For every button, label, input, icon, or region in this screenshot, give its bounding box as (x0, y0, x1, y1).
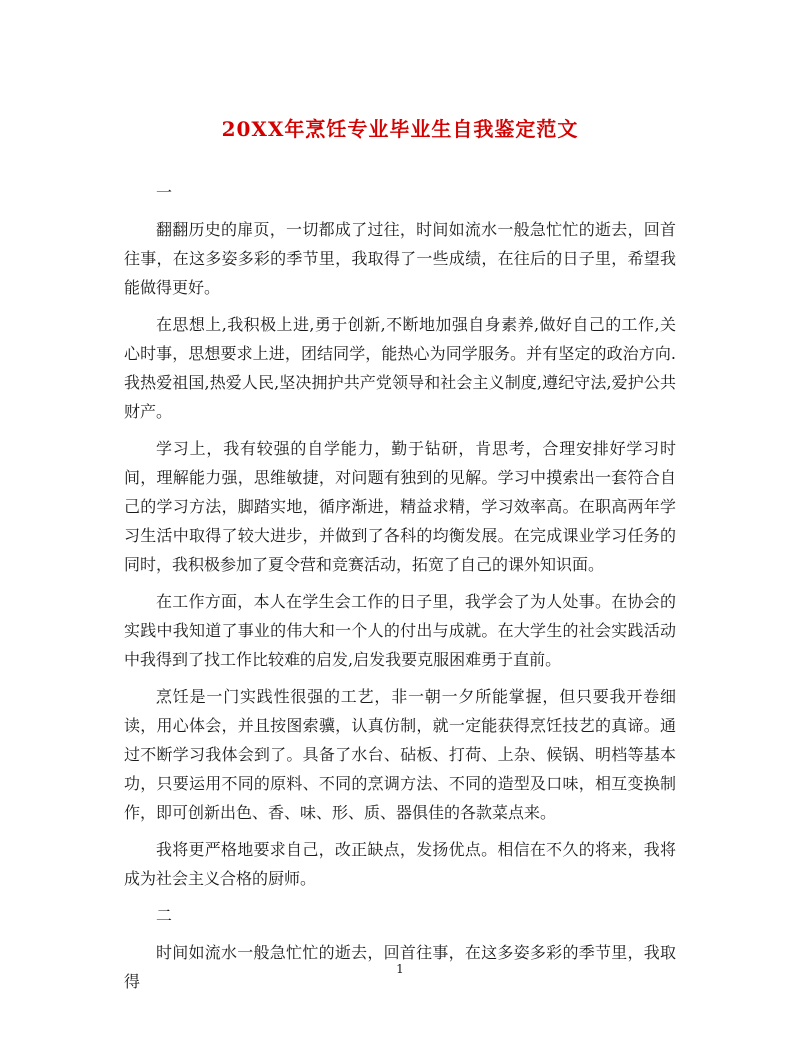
paragraph-conclusion: 我将更严格地要求自己，改正缺点，发扬优点。相信在不久的将来，我将成为社会主义合格的厨师。 (124, 840, 676, 888)
document-title: 20XX年烹饪专业毕业生自我鉴定范文 (221, 117, 579, 141)
section-one-marker: 一 (156, 183, 173, 202)
paragraph-work: 在工作方面，本人在学生会工作的日子里，我学会了为人处事。在协会的实践中我知道了事业的伟大和一个人的付出与成就。在大学生的社会实践活动中我得到了找工作比较难的启发,启发我要克服困难勇于直前。 (124, 592, 676, 669)
paragraph-section-two: 时间如流水一般急忙忙的逝去，回首往事，在这多姿多彩的季节里，我取得 (124, 943, 676, 991)
paragraph-thought: 在思想上,我积极上进,勇于创新,不断地加强自身素养,做好自己的工作,关心时事，思想要求上进，团结同学，能热心为同学服务。并有坚定的政治方向.我热爱祖国,热爱人民,坚决拥护共产党领导和社会主义制度,遵纪守法,爱护公共财产。 (124, 315, 676, 421)
paragraph-study: 学习上，我有较强的自学能力，勤于钻研，肯思考，合理安排好学习时间，理解能力强，思维敏捷，对问题有独到的见解。学习中摸索出一套符合自己的学习方法，脚踏实地，循序渐进，精益求精，学习效率高。在职高两年学习生活中取得了较大进步，并做到了各科的均衡发展。在完成课业学习任务的同时，我积极参加了夏令营和竞赛活动，拓宽了自己的课外知识面。 (124, 439, 676, 574)
section-two-marker: 二 (156, 906, 173, 925)
paragraph-cooking: 烹饪是一门实践性很强的工艺，非一朝一夕所能掌握，但只要我开卷细读，用心体会，并且按图索骥，认真仿制，就一定能获得烹饪技艺的真谛。通过不断学习我体会到了。具备了水台、砧板、打荷、上杂、候锅、明档等基本功，只要运用不同的原料、不同的烹调方法、不同的造型及口味，相互变换制作，即可创新出色、香、味、形、质、器俱佳的各款菜点来。 (124, 687, 676, 822)
paragraph-intro: 翻翻历史的扉页，一切都成了过往，时间如流水一般急忙忙的逝去，回首往事，在这多姿多彩的季节里，我取得了一些成绩，在往后的日子里，希望我能做得更好。 (124, 220, 676, 297)
page-number: 1 (396, 962, 404, 976)
document-body (124, 178, 676, 1004)
